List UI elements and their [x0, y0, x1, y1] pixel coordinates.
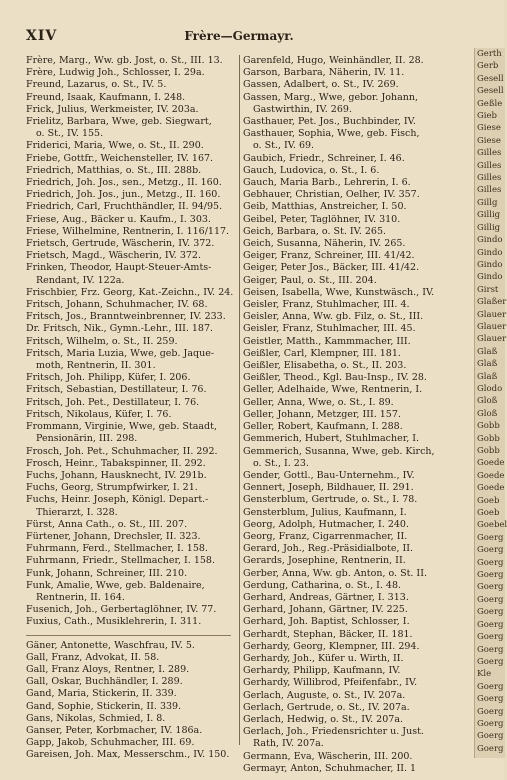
directory-entry: Gall, Franz Aloys, Rentner, I. 289.: [26, 663, 190, 675]
directory-entry: Gans, Nikolas, Schmied, I. 8.: [26, 712, 166, 724]
directory-entry: Geller, Johann, Metzger, III. 157.: [243, 408, 401, 420]
directory-entry: Gauch, Maria Barb., Lehrerin, I. 6.: [243, 177, 411, 189]
directory-entry: Fritsch, Jos., Branntweinbrenner, IV. 233.: [26, 311, 226, 323]
directory-entry: Frosch, Joh. Pet., Schuhmacher, II. 292.: [26, 445, 218, 457]
directory-entry: Germann, Eva, Wäscherin, III. 200.: [243, 750, 413, 762]
directory-entry: Geistler, Matth., Kammmacher, III.: [243, 335, 411, 347]
directory-entry: Gerhard, Johann, Gärtner, IV. 225.: [243, 604, 408, 616]
directory-entry: Gerhard, Joh. Baptist, Schlosser, I.: [243, 616, 410, 628]
directory-entry: Gerard, Joh., Reg.-Präsidialbote, II.: [243, 543, 414, 555]
adjacent-page-edge: [474, 48, 505, 758]
page-number: XIV: [26, 28, 58, 44]
edge-fragment: Gilles: [477, 148, 502, 159]
directory-entry: Georg, Adolph, Hutmacher, I. 240.: [243, 518, 409, 530]
directory-entry: Freund, Lazarus, o. St., IV. 5.: [26, 79, 167, 91]
directory-entry: Geich, Barbara, o. St. IV. 265.: [243, 225, 387, 237]
directory-entry: Frinken, Theodor, Haupt-Steuer-Amts-: [26, 262, 212, 274]
directory-entry: Gender, Gottl., Bau-Unternehm., IV.: [243, 469, 415, 481]
directory-entry: Friedrich, Carl, Fruchthändler, II. 94/95.: [26, 201, 223, 213]
edge-fragment: Gindo: [477, 235, 503, 246]
directory-entry: Gäner, Antonette, Waschfrau, IV. 5.: [26, 639, 195, 651]
directory-entry: Freund, Isaak, Kaufmann, I. 248.: [26, 91, 186, 103]
directory-entry: Frommann, Virginie, Wwe, geb. Staadt,: [26, 421, 217, 433]
directory-entry: Fritsch, Nikolaus, Küfer, I. 76.: [26, 408, 172, 420]
directory-entry: Geisler, Franz, Stuhlmacher, III. 45.: [243, 323, 416, 335]
edge-fragment: Gloß: [477, 408, 498, 419]
directory-entry: Geich, Susanna, Näherin, IV. 265.: [243, 238, 406, 250]
page-header: [0, 28, 478, 50]
directory-entry: Fritsch, Johann, Schuhmacher, IV. 68.: [26, 299, 208, 311]
directory-entry-continuation: o. St., IV. 155.: [36, 128, 104, 140]
directory-entry-continuation: Rendant, IV. 122a.: [36, 274, 125, 286]
edge-fragment: Goerg: [477, 632, 504, 643]
directory-entry: Frielitz, Barbara, Wwe, geb. Siegwart,: [26, 116, 212, 128]
directory-entry: Fritsch, Wilhelm, o. St., II. 259.: [26, 335, 178, 347]
directory-entry: Gerber, Anna, Ww. gb. Anton, o. St. II.: [243, 567, 427, 579]
edge-fragment: Goerg: [477, 619, 504, 630]
directory-entry-continuation: Rentnerin, II. 164.: [36, 591, 125, 603]
edge-fragment: Goerg: [477, 681, 504, 692]
directory-entry: Geisler, Franz, Stuhlmacher, III. 4.: [243, 299, 410, 311]
directory-entry: Gassen, Marg., Wwe, gebor. Johann,: [243, 91, 419, 103]
directory-entry: Geller, Robert, Kaufmann, I. 288.: [243, 421, 403, 433]
edge-fragment: Goerg: [477, 532, 504, 543]
edge-fragment: Goerg: [477, 743, 504, 754]
edge-fragment: Giese: [477, 123, 501, 134]
directory-entry: Geller, Anna, Wwe, o. St., I. 89.: [243, 396, 394, 408]
directory-entry: Frischbier, Frz. Georg, Kat.-Zeichn., IV. 24.: [26, 286, 234, 298]
directory-entry: Gerhard, Andreas, Gärtner, I. 313.: [243, 591, 409, 603]
edge-fragment: Goeb: [477, 495, 500, 506]
directory-entry: Gensterblum, Julius, Kaufmann, I.: [243, 506, 407, 518]
directory-entry: Fritsch, Sebastian, Destillateur, I. 76.: [26, 384, 207, 396]
edge-fragment: Goebel: [477, 520, 507, 531]
edge-fragment: Gindo: [477, 247, 503, 258]
directory-entry: Fuhrmann, Ferd., Stellmacher, I. 158.: [26, 543, 208, 555]
edge-fragment: Goede: [477, 483, 505, 494]
directory-entry: Gerhardy, Joh., Küfer u. Wirth, II.: [243, 652, 404, 664]
directory-entry: Friese, Aug., Bäcker u. Kaufm., I. 303.: [26, 213, 211, 225]
directory-entry: Fuchs, Johann, Hausknecht, IV. 291b.: [26, 469, 207, 481]
left-column: [26, 55, 238, 761]
directory-entry: Geißler, Elisabetha, o. St., II. 203.: [243, 360, 407, 372]
edge-fragment: Glaß: [477, 346, 498, 357]
edge-fragment: Glaß: [477, 371, 498, 382]
directory-entry: Gall, Oskar, Buchhändler, I. 289.: [26, 676, 183, 688]
edge-fragment: Goerg: [477, 694, 504, 705]
edge-fragment: Goerg: [477, 644, 504, 655]
directory-entry: Fürtener, Johann, Drechsler, II. 323.: [26, 530, 201, 542]
edge-fragment: Gilles: [477, 173, 502, 184]
directory-entry-continuation: Pensionärin, III. 298.: [36, 433, 138, 445]
directory-entry: Friedrich, Joh. Jos., sen., Metzg., II. 160.: [26, 177, 222, 189]
edge-fragment: Gillg: [477, 197, 498, 208]
edge-fragment: Gesell: [477, 73, 504, 84]
directory-entry-continuation: o. St., IV. 69.: [253, 140, 315, 152]
edge-fragment: Gobb: [477, 421, 500, 432]
directory-entry: Gareisen, Joh. Max, Messerschm., IV. 150.: [26, 749, 230, 761]
directory-entry: Germayr, Anton, Schuhmacher, II. 1: [243, 762, 417, 774]
directory-entry: Funk, Amalie, Wwe, geb. Baldenaire,: [26, 579, 205, 591]
edge-fragment: Goerg: [477, 582, 504, 593]
edge-fragment: Glauer: [477, 309, 507, 320]
directory-entry: Gerdung, Catharina, o. St., I. 48.: [243, 579, 402, 591]
edge-fragment: Gobb: [477, 433, 500, 444]
directory-entry: Gerhardt, Stephan, Bäcker, II. 181.: [243, 628, 413, 640]
edge-fragment: Gillig: [477, 210, 501, 221]
directory-entry: Garson, Barbara, Näherin, IV. 11.: [243, 67, 405, 79]
edge-fragment: Goerg: [477, 607, 504, 618]
directory-entry: Fritsch, Joh. Pet., Destillateur, I. 76.: [26, 396, 200, 408]
directory-entry: Frère, Ludwig Joh., Schlosser, I. 29a.: [26, 67, 205, 79]
edge-fragment: Gindo: [477, 272, 503, 283]
directory-entry: Gennert, Joseph, Bildhauer, II. 291.: [243, 482, 414, 494]
directory-entry: Friedrich, Matthias, o. St., III. 288b.: [26, 164, 202, 176]
directory-entry: Fusenich, Joh., Gerbertaglöhner, IV. 77.: [26, 604, 217, 616]
directory-entry: Fuchs, Georg, Strumpfwirker, I. 21.: [26, 482, 198, 494]
directory-entry: Gerhardy, Georg, Klempner, III. 294.: [243, 640, 420, 652]
directory-entry: Gauch, Ludovica, o. St., I. 6.: [243, 164, 380, 176]
edge-fragment: Kle: [477, 669, 492, 680]
column-divider: [239, 55, 240, 745]
directory-entry: Geiger, Peter Jos., Bäcker, III. 41/42.: [243, 262, 420, 274]
directory-entry: Fritsch, Maria Luzia, Wwe, geb. Jaque-: [26, 347, 215, 359]
edge-fragment: Goeb: [477, 508, 500, 519]
edge-fragment: Glauer: [477, 334, 507, 345]
directory-entry: Gerlach, Auguste, o. St., IV. 207a.: [243, 689, 406, 701]
directory-entry: Geißler, Carl, Klempner, III. 181.: [243, 347, 401, 359]
directory-entry: Friese, Wilhelmine, Rentnerin, I. 116/117.: [26, 225, 230, 237]
edge-fragment: Giese: [477, 135, 501, 146]
edge-fragment: Goerg: [477, 557, 504, 568]
edge-fragment: Gillig: [477, 222, 501, 233]
directory-entry: Gand, Sophie, Stickerin, II. 339.: [26, 700, 182, 712]
edge-fragment: Goede: [477, 470, 505, 481]
edge-fragment: Gerb: [477, 61, 499, 72]
directory-entry: Geiger, Franz, Schreiner, III. 41/42.: [243, 250, 415, 262]
directory-entry: Geiger, Paul, o. St., III. 204.: [243, 274, 377, 286]
edge-fragment: Geßle: [477, 98, 503, 109]
edge-fragment: Goerg: [477, 570, 504, 581]
edge-fragment: Glodo: [477, 383, 503, 394]
edge-fragment: Gindo: [477, 259, 503, 270]
edge-fragment: Glaßer: [477, 297, 507, 308]
directory-entry: Gemmerich, Susanna, Wwe, geb. Kirch,: [243, 445, 435, 457]
directory-entry: Gerlach, Gertrude, o. St., IV. 207a.: [243, 701, 410, 713]
directory-entry-continuation: Gastwirthin, IV. 269.: [253, 103, 352, 115]
edge-fragment: Goede: [477, 458, 505, 469]
edge-fragment: Gerth: [477, 49, 502, 59]
directory-entry-continuation: moth, Rentnerin, II. 301.: [36, 360, 156, 372]
directory-entry: Gasthauer, Sophia, Wwe, geb. Fisch,: [243, 128, 420, 140]
edge-fragment: Gieb: [477, 111, 497, 122]
directory-entry: Frietsch, Gertrude, Wäscherin, IV. 372.: [26, 238, 215, 250]
directory-entry: Georg, Franz, Cigarrenmacher, II.: [243, 530, 408, 542]
edge-fragment: Goerg: [477, 718, 504, 729]
edge-fragment: Goerg: [477, 731, 504, 742]
directory-entry-continuation: Thierarzt, I. 328.: [36, 506, 118, 518]
directory-entry: Fritsch, Joh. Philipp, Küfer, I. 206.: [26, 372, 191, 384]
directory-entry: Gerards, Josephine, Rentnerin, II.: [243, 555, 406, 567]
directory-entry: Geller, Adelhaide, Wwe, Rentnerin, I.: [243, 384, 423, 396]
directory-entry: Ganser, Peter, Korbmacher, IV. 186a.: [26, 724, 203, 736]
edge-fragment: Gilles: [477, 185, 502, 196]
directory-entry: Friedrich, Joh. Jos., jun., Metzg., II. 160.: [26, 189, 221, 201]
edge-fragment: Glaß: [477, 359, 498, 370]
directory-entry: Gasthauer, Pet. Jos., Buchbinder, IV.: [243, 116, 416, 128]
edge-fragment: Gilles: [477, 160, 502, 171]
edge-fragment: Gloß: [477, 396, 498, 407]
directory-entry: Geißler, Theod., Kgl. Bau-Insp., IV. 28.: [243, 372, 427, 384]
directory-entry: Fuchs, Heinr. Joseph, Königl. Depart.-: [26, 494, 209, 506]
directory-entry: Geisler, Anna, Ww. gb. Filz, o. St., III.: [243, 311, 424, 323]
edge-fragment: Gesell: [477, 86, 504, 97]
directory-entry: Geib, Matthias, Anstreicher, I. 50.: [243, 201, 407, 213]
directory-entry: Gassen, Adalbert, o. St., IV. 269.: [243, 79, 399, 91]
right-column: [243, 55, 455, 774]
directory-entry: Frère, Marg., Ww. gb. Jost, o. St., III. 13.: [26, 55, 223, 66]
directory-entry: Fuxius, Cath., Musiklehrerin, I. 311.: [26, 616, 202, 628]
edge-fragment: Girst: [477, 284, 499, 295]
directory-entry: Gall, Franz, Advokat, II. 58.: [26, 651, 160, 663]
edge-fragment: Glauer: [477, 321, 507, 332]
directory-entry: Friderici, Maria, Wwe, o. St., II. 290.: [26, 140, 204, 152]
directory-entry: Garenfeld, Hugo, Weinhändler, II. 28.: [243, 55, 424, 66]
directory-entry: Frietsch, Magd., Wäscherin, IV. 372.: [26, 250, 201, 262]
running-title: Frère—Germayr.: [184, 29, 294, 43]
directory-entry: Friebe, Gottfr., Weichensteller, IV. 167.: [26, 152, 214, 164]
directory-entry: Fürst, Anna Cath., o. St., III. 207.: [26, 518, 188, 530]
directory-entry: Gebhauer, Christian, Oelher, IV. 357.: [243, 189, 420, 201]
directory-entry: Frick, Julius, Werkmeister, IV. 203a.: [26, 103, 199, 115]
edge-fragment: Goerg: [477, 656, 504, 667]
edge-fragment: Goerg: [477, 594, 504, 605]
section-separator: [26, 635, 231, 636]
directory-entry: Frosch, Heinr., Tabakspinner, II. 292.: [26, 457, 206, 469]
edge-fragment: Gobb: [477, 446, 500, 456]
directory-entry: Dr. Fritsch, Nik., Gymn.-Lehr., III. 187.: [26, 323, 214, 335]
directory-entry: Gensterblum, Gertrude, o. St., I. 78.: [243, 494, 418, 506]
directory-entry: Gand, Maria, Stickerin, II. 339.: [26, 688, 177, 700]
directory-entry-continuation: Rath, IV. 207a.: [253, 738, 324, 750]
directory-entry: Gerhardy, Willibrod, Pfeifenfabr., IV.: [243, 677, 418, 689]
edge-fragment: Goerg: [477, 545, 504, 556]
edge-fragment: Goerg: [477, 706, 504, 717]
directory-entry: Geisen, Isabella, Wwe, Kunstwäsch., IV.: [243, 286, 435, 298]
directory-entry: Gapp, Jakob, Schuhmacher, III. 69.: [26, 737, 195, 749]
directory-entry: Fuhrmann, Friedr., Stellmacher, I. 158.: [26, 555, 215, 567]
directory-entry: Funk, Johann, Schreiner, III. 210.: [26, 567, 188, 579]
directory-entry: Geibel, Peter, Taglöhner, IV. 310.: [243, 213, 401, 225]
directory-entry: Gaubich, Friedr., Schreiner, I. 46.: [243, 152, 405, 164]
directory-entry: Gerhardy, Philipp, Kaufmann, IV.: [243, 665, 401, 677]
directory-entry: Gemmerich, Hubert, Stuhlmacher, I.: [243, 433, 420, 445]
directory-entry: Gerlach, Joh., Friedensrichter u. Just.: [243, 726, 424, 738]
directory-entry: Gerlach, Hedwig, o. St., IV. 207a.: [243, 713, 403, 725]
directory-entry-continuation: o. St., I. 23.: [253, 457, 309, 469]
